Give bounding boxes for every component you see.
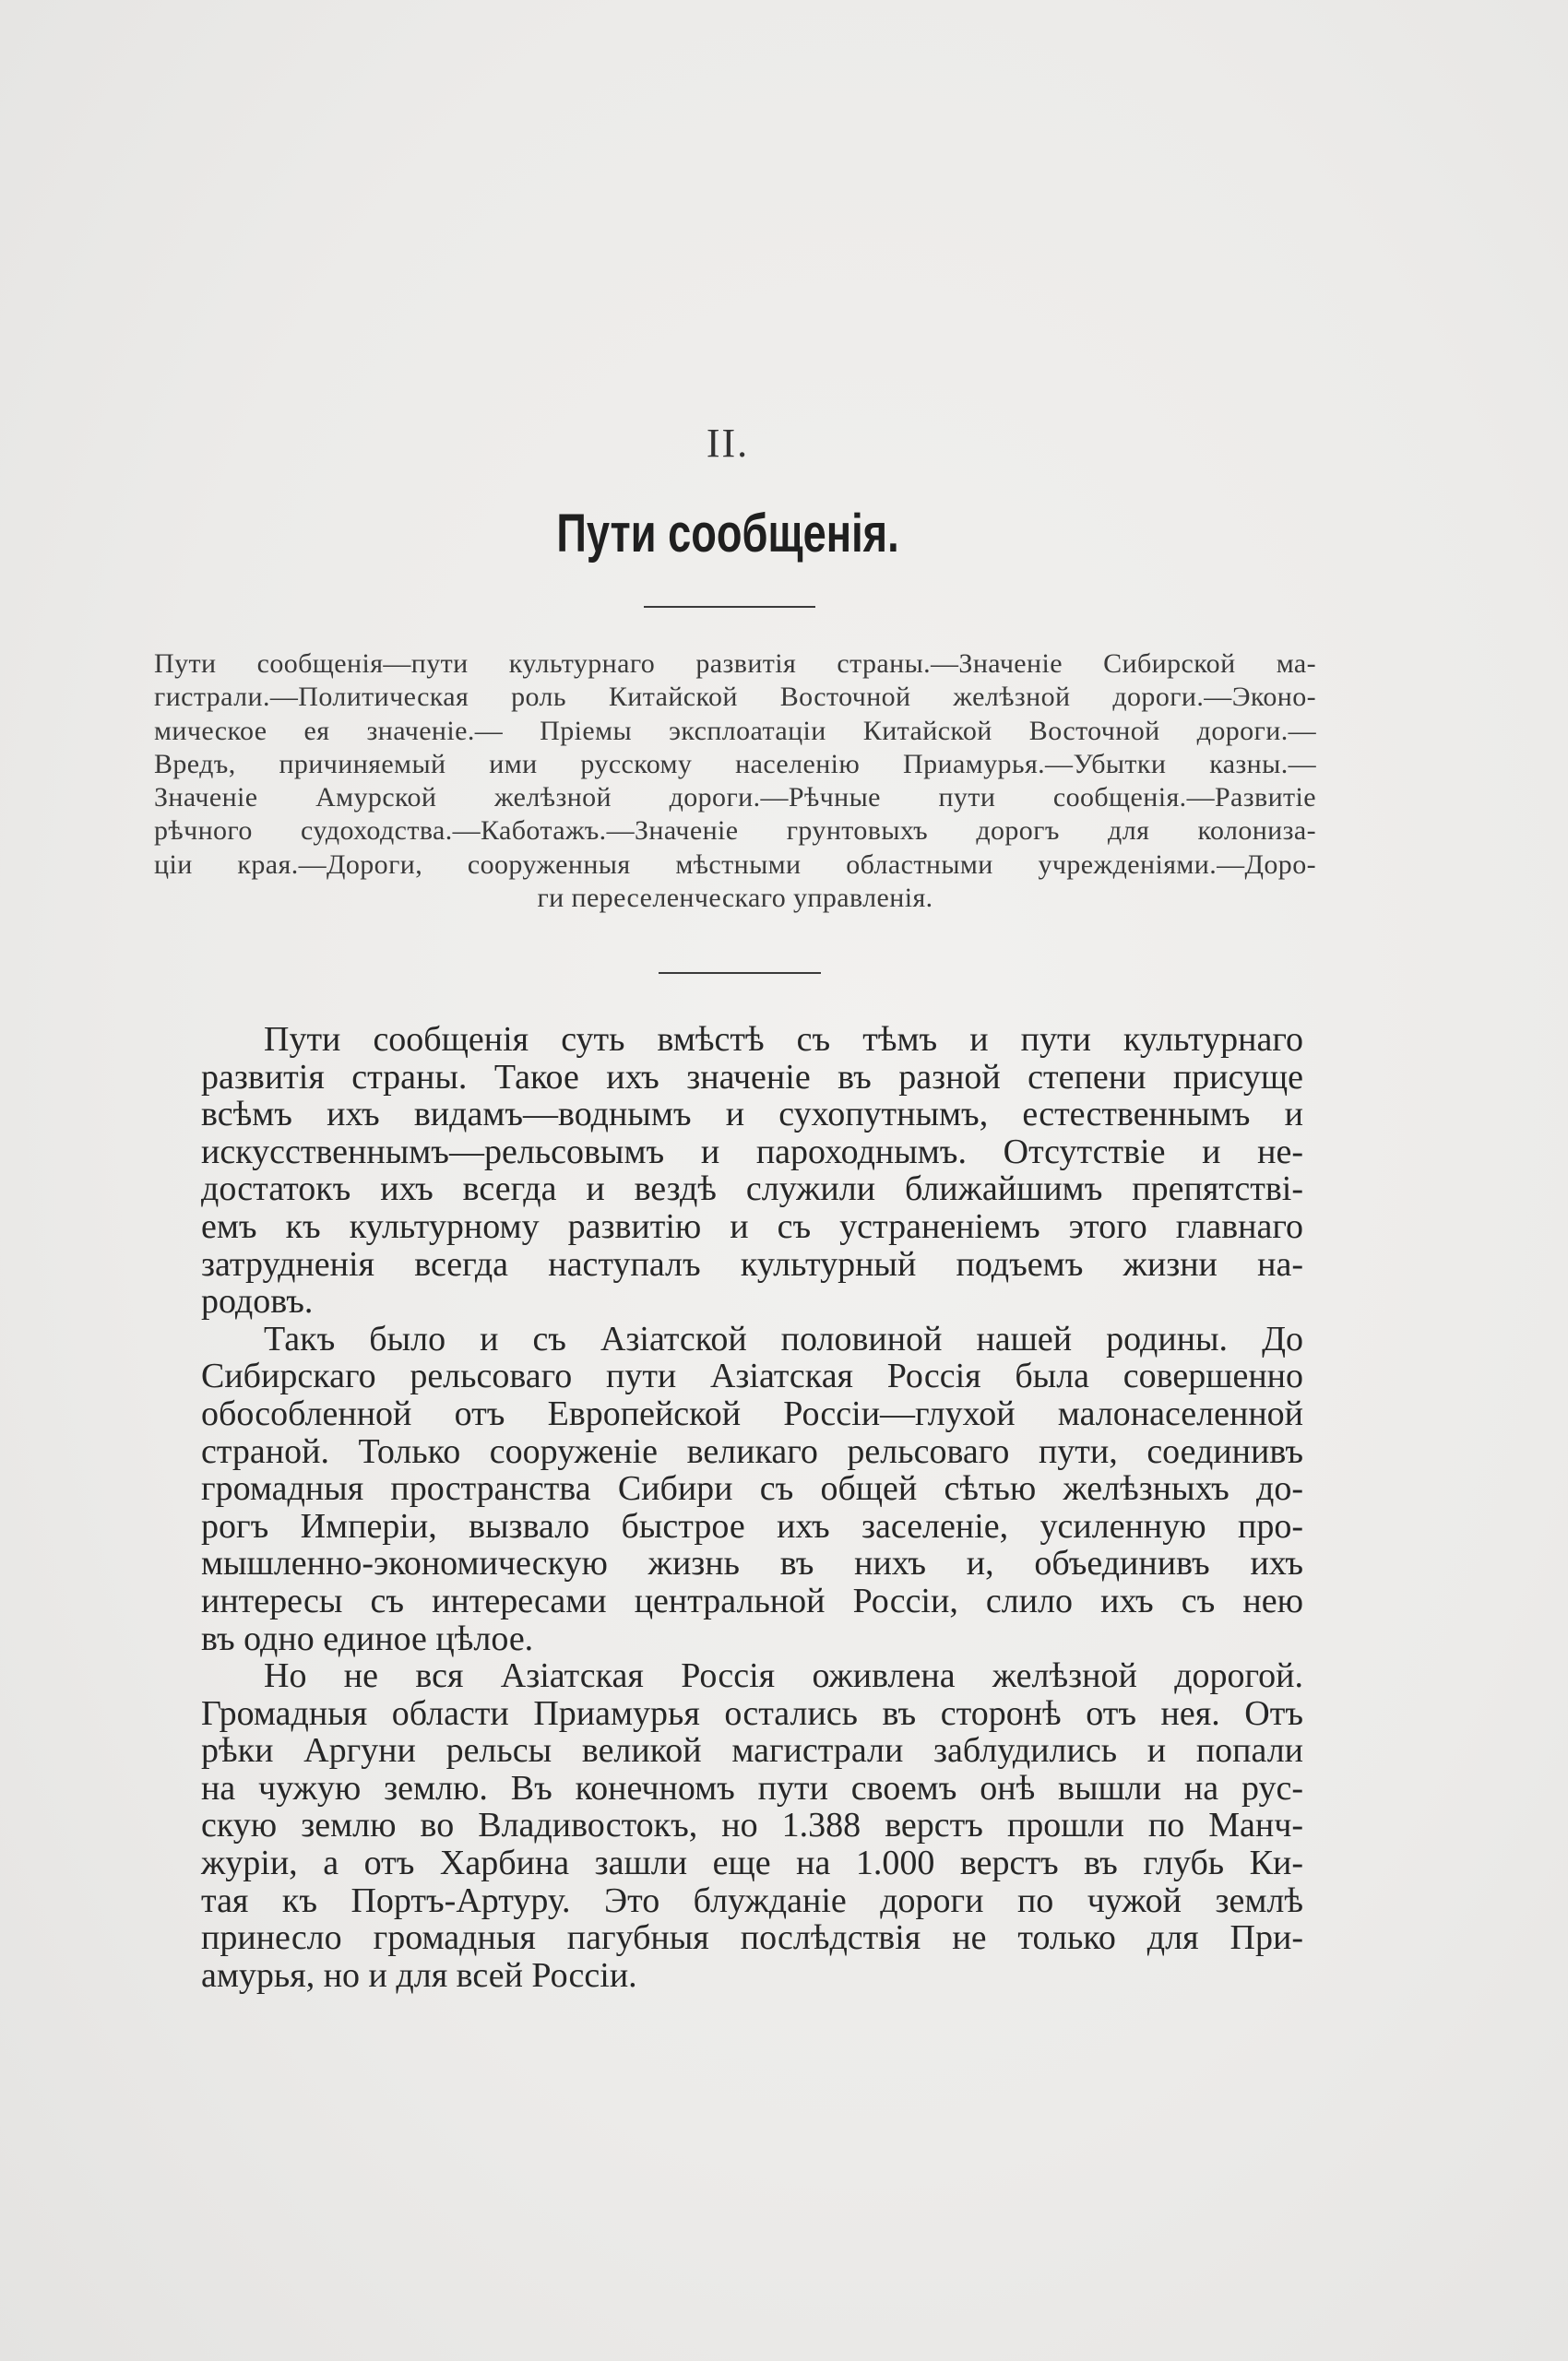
body-line: родовъ. [201,1282,314,1322]
divider-rule [659,972,821,974]
body-line: развитія страны. Такое ихъ значеніе въ разной степени присуще [201,1057,1303,1097]
body-line: мышленно-экономическую жизнь въ нихъ и, объединивъ ихъ [201,1544,1303,1584]
body-line: рѣки Аргуни рельсы великой магистрали заблудились и попали [201,1731,1303,1771]
body-text [201,1021,1303,1994]
body-line: Такъ было и съ Азіатской половиной нашей родины. До [264,1319,1303,1358]
chapter-summary [154,647,1316,915]
body-line: Громадныя области Приамурья остались въ сторонѣ отъ нея. Отъ [201,1693,1303,1733]
body-line: тая къ Портъ-Артуру. Это блужданіе дороги по чужой землѣ [201,1880,1303,1920]
body-line: рогъ Имперіи, вызвало быстрое ихъ заселеніе, усиленную про- [201,1506,1303,1546]
body-line: емъ къ культурному развитію и съ устраненіемъ этого главнаго [201,1206,1303,1246]
body-line: искусственнымъ—рельсовымъ и пароходнымъ. Отсутствіе и не- [201,1132,1303,1171]
summary-line: Пути сообщенія—пути культурнаго развитія страны.—Значеніе Сибирской ма- [154,648,1316,679]
summary-line: Вредъ, причиняемый ими русскому населенію Приамурья.—Убытки казны.— [154,748,1316,779]
body-line: скую землю во Владивостокъ, но 1.388 верстъ прошли по Манч- [201,1806,1303,1845]
body-line: амурья, но и для всей Россіи. [201,1955,637,1995]
body-line: Пути сообщенія суть вмѣстѣ съ тѣмъ и пути культурнаго [264,1020,1303,1059]
body-line: принесло громадныя пагубныя послѣдствія не только для При- [201,1918,1303,1958]
body-line: интересы съ интересами центральной Россіи, слило ихъ съ нею [201,1581,1303,1620]
chapter-title: Пути сообщенія. [556,504,899,564]
summary-line: мическое ея значеніе.— Пріемы эксплоатаціи Китайской Восточной дороги.— [154,715,1316,746]
body-line: страной. Только сооруженіе великаго рельсоваго пути, соединивъ [201,1431,1303,1471]
body-line: громадныя пространства Сибири съ общей сѣтью желѣзныхъ до- [201,1469,1303,1509]
body-line: на чужую землю. Въ конечномъ пути своемъ онѣ вышли на рус- [201,1768,1303,1808]
summary-line: гистрали.—Политическая роль Китайской Восточной желѣзной дороги.—Эконо- [154,682,1316,713]
body-line: Сибирскаго рельсоваго пути Азіатская Россія была совершенно [201,1357,1303,1396]
body-line: всѣмъ ихъ видамъ—воднымъ и сухопутнымъ, естественнымъ и [201,1095,1303,1134]
body-line: достатокъ ихъ всегда и вездѣ служили ближайшимъ препятствi- [201,1169,1303,1209]
summary-line: ги переселенческаго управленія. [537,883,933,914]
summary-line: ціи края.—Дороги, сооруженныя мѣстными областными учрежденіями.—Доро- [154,848,1316,880]
body-line: затрудненія всегда наступалъ культурный подъемъ жизни на- [201,1244,1303,1284]
summary-line: рѣчного судоходства.—Каботажъ.—Значеніе грунтовыхъ дорогъ для колониза- [154,815,1316,847]
body-line: обособленной отъ Европейской Россіи—глухой малонаселенной [201,1394,1303,1433]
body-line: въ одно единое цѣлое. [201,1619,534,1658]
summary-line: Значеніе Амурской желѣзной дороги.—Рѣчные пути сообщенія.—Развитіе [154,782,1316,813]
body-line: Но не вся Азіатская Россія оживлена желѣзной дорогой. [264,1656,1303,1696]
chapter-number: II. [706,421,750,466]
divider-rule [644,606,815,608]
body-line: журіи, а отъ Харбина зашли еще на 1.000 верстъ въ глубь Ки- [201,1844,1303,1883]
